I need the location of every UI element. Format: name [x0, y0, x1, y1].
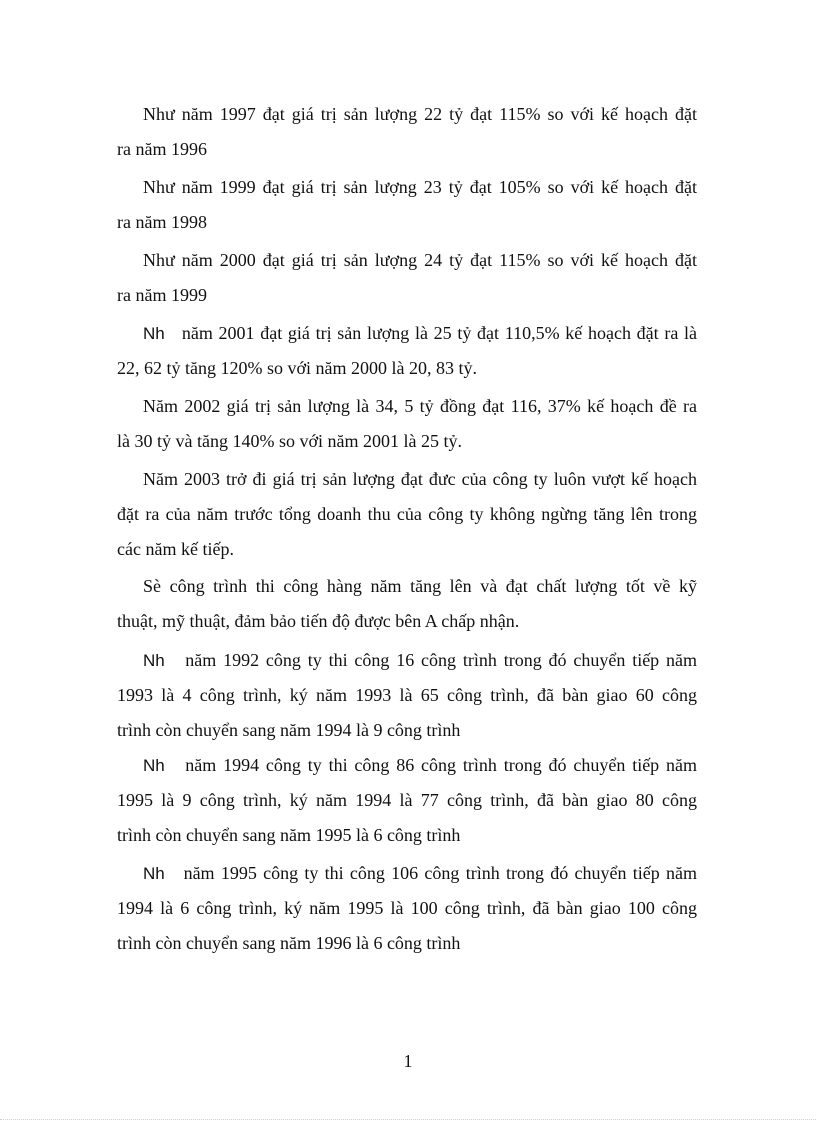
text-line: Năm 2003 trở đi giá trị sản lượng đạt đưc của công ty luôn vượt kế hoạch: [143, 469, 697, 489]
text-line: Như năm 1997 đạt giá trị sản lượng 22 tỷ đạt 115% so với kế hoạch đặt: [143, 104, 697, 124]
text-line: ra năm 1996: [117, 139, 207, 159]
line-prefix: Nh: [143, 651, 165, 670]
page-number: 1: [403, 1051, 413, 1071]
line-prefix: Nh: [143, 324, 165, 343]
line-text: năm 1995 công ty thi công 106 công trình trong đó chuyển tiếp năm: [183, 863, 698, 883]
text-line: ra năm 1998: [117, 212, 207, 232]
text-line: Năm 2002 giá trị sản lượng là 34, 5 tỷ đồng đạt 116, 37% kế hoạch đề ra: [143, 396, 697, 416]
paragraph-1997: [117, 97, 697, 167]
line-text: năm 1992 công ty thi công 16 công trình trong đó chuyển tiếp năm: [185, 650, 698, 670]
text-line: trình còn chuyển sang năm 1994 là 9 công trình: [117, 720, 461, 740]
text-line: 1993 là 4 công trình, ký năm 1993 là 65 công trình, đã bàn giao 60 công: [117, 685, 697, 705]
line-prefix: Nh: [143, 864, 165, 883]
paragraph-2003: [117, 462, 697, 567]
text-line: [117, 643, 697, 678]
text-line: ra năm 1999: [117, 285, 207, 305]
line-text: năm 1994 công ty thi công 86 công trình trong đó chuyển tiếp năm: [185, 755, 698, 775]
paragraph-2001: [117, 316, 697, 386]
text-line: trình còn chuyển sang năm 1996 là 6 công trình: [117, 933, 461, 953]
text-line: trình còn chuyển sang năm 1995 là 6 công trình: [117, 825, 461, 845]
text-line: là 30 tỷ và tăng 140% so với năm 2001 là 25 tỷ.: [117, 431, 462, 451]
paragraph-1992: [117, 643, 697, 748]
line-prefix: Nh: [143, 756, 165, 775]
text-line: [117, 316, 697, 351]
paragraph-1999: [117, 170, 697, 240]
text-line: Như năm 1999 đạt giá trị sản lượng 23 tỷ đạt 105% so với kế hoạch đặt: [143, 177, 697, 197]
line-text: năm 2001 đạt giá trị sản lượng là 25 tỷ đạt 110,5% kế hoạch đặt ra là: [181, 323, 698, 343]
text-line: 1994 là 6 công trình, ký năm 1995 là 100 công trình, đã bàn giao 100 công: [117, 898, 697, 918]
paragraph-1994: [117, 748, 697, 853]
text-line: Như năm 2000 đạt giá trị sản lượng 24 tỷ đạt 115% so với kế hoạch đặt: [143, 250, 697, 270]
text-line: 1995 là 9 công trình, ký năm 1994 là 77 công trình, đã bàn giao 80 công: [117, 790, 697, 810]
page-bottom-divider: [0, 1119, 816, 1120]
text-line: đặt ra của năm trước tổng doanh thu của công ty không ngừng tăng lên trong: [117, 504, 697, 524]
text-line: thuật, mỹ thuật, đảm bảo tiến độ được bên A chấp nhận.: [117, 611, 520, 631]
paragraph-1995: [117, 856, 697, 961]
text-line: Sè công trình thi công hàng năm tăng lên và đạt chất lượng tốt về kỹ: [143, 576, 697, 596]
text-line: [117, 748, 697, 783]
text-line: các năm kế tiếp.: [117, 539, 234, 559]
paragraph-quality: [117, 569, 697, 639]
paragraph-2000: [117, 243, 697, 313]
paragraph-2002: [117, 389, 697, 459]
text-line: [117, 856, 697, 891]
text-line: 22, 62 tỷ tăng 120% so với năm 2000 là 20, 83 tỷ.: [117, 358, 477, 378]
